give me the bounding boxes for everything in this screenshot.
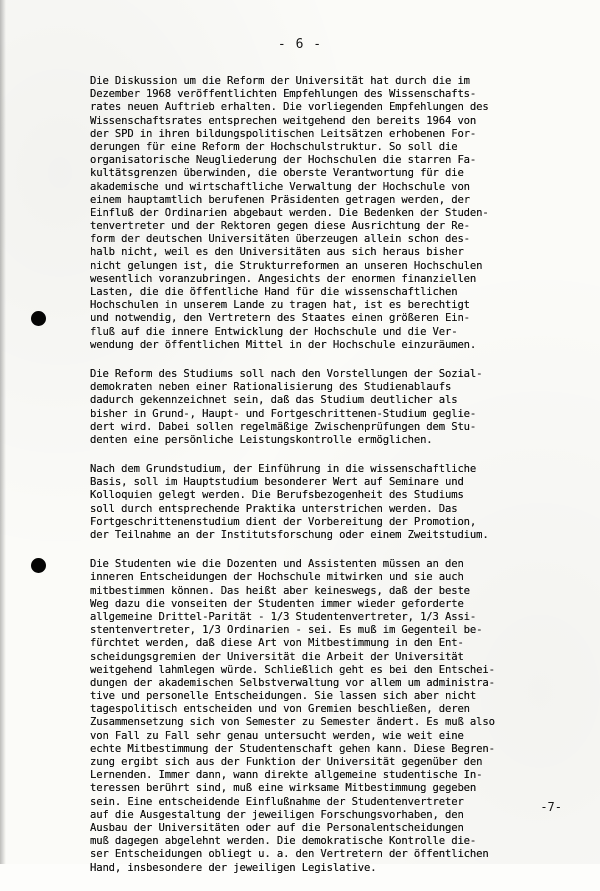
text-line: halb nicht, weil es den Universitäten aus sich heraus bisher [90,246,464,259]
text-line: Lernenden. Immer dann, wann direkte allgemeine studentische In- [90,769,483,782]
text-line: dert wird. Dabei sollen regelmäßige Zwischenprüfungen dem Stu- [90,420,477,433]
text-line: Basis, soll im Hauptstudium besonderer Wert auf Seminare und [90,476,464,489]
text-line: Wissenschaftsrates entsprechen weitgehend den bereits 1964 von [90,114,477,127]
text-line: wendung der öffentlichen Mittel in der Hochschule einzuräumen. [90,338,477,351]
punch-hole-top [31,311,46,326]
text-line: Dezember 1968 veröffentlichten Empfehlungen des Wissenschafts- [90,88,477,101]
paragraph [90,463,542,542]
text-line: Ausbau der Universitäten oder auf die Personalentscheidungen [90,821,464,834]
text-line: dungen der akademischen Selbstverwaltung vor allem um administra- [90,676,495,689]
text-line: Hochschulen in unserem Lande zu tragen hat, ist es berechtigt [90,299,470,312]
text-line: akademische und wirtschaftliche Verwaltung der Hochschule von [90,180,470,193]
text-line: soll durch entsprechende Praktika unterstrichen werden. Das [90,502,458,515]
text-line: rates neuen Auftrieb erhalten. Die vorliegenden Empfehlungen des [90,101,489,114]
text-line: dadurch gekennzeichnet sein, daß das Studium deutlicher als [90,394,458,407]
text-line: ser Entscheidungen obliegt u. a. den Vertretern der öffentlichen [90,848,489,861]
text-line: zung ergibt sich aus der Funktion der Universität gegenüber den [90,756,483,768]
text-line: Weg dazu die vonseiten der Studenten immer wieder geforderte [90,597,464,610]
text-line: echte Mitbestimmung der Studentenschaft gehen kann. Diese Begren- [90,742,495,755]
text-line: fluß auf die innere Entwicklung der Hochschule und die Ver- [90,325,458,338]
text-line: bisher in Grund-, Haupt- und Fortgeschrittenen-Studium geglie- [90,407,477,420]
scan-edge-shadow [0,0,6,864]
text-line: Lasten, die die öffentliche Hand für die wissenschaftlichen [90,286,458,298]
paragraph [90,368,542,447]
text-line: fürchtet werden, daß diese Art von Mitbestimmung in den Ent- [90,637,464,650]
body-text [90,75,542,891]
text-line: denten eine persönliche Leistungskontrolle ermöglichen. [90,433,433,446]
text-line: weitgehend lahmlegen würde. Schließlich geht es bei den Entschei- [90,663,495,676]
paragraph [90,75,542,352]
text-line: form der deutschen Universitäten überzeugen allein schon des- [90,233,470,246]
text-line: tive und personelle Entscheidungen. Sie lassen sich aber nicht [90,690,477,703]
page-number-top: - 6 - [277,37,323,52]
text-line: auf die Ausgestaltung der jeweiligen Forschungsvorhaben, den [90,808,464,821]
text-line: Nach dem Grundstudium, der Einführung in die wissenschaftliche [90,463,477,476]
text-line: derungen für eine Reform der Hochschulstruktur. So soll die [90,140,458,153]
text-line: Die Studenten wie die Dozenten und Assistenten müssen an den [90,558,464,571]
text-line: von Fall zu Fall sehr genau untersucht werden, wie weit eine [90,729,464,742]
text-line: und notwendig, den Vertretern des Staates einen größeren Ein- [90,312,470,325]
text-line: Die Reform des Studiums soll nach den Vorstellungen der Sozial- [90,367,483,380]
text-line: scheidungsgremien der Universität die Arbeit der Universität [90,650,464,663]
punch-hole-bottom [31,558,46,573]
text-line: inneren Entscheidungen der Hochschule mitwirken und sie auch [90,571,464,584]
text-line: Hand, insbesondere der jeweiligen Legislative. [90,861,377,874]
text-line: muß dagegen abgelehnt werden. Die demokratische Kontrolle die- [90,835,477,848]
text-line: wesentlich voranzubringen. Angesichts der enormen finanziellen [90,272,477,285]
text-line: Einfluß der Ordinarien abgebaut werden. Die Bedenken der Studen- [90,206,489,219]
text-line: nicht gelungen ist, die Strukturreformen an unseren Hochschulen [90,259,483,272]
text-line: der SPD in ihren bildungspolitischen Leitsätzen erhobenen For- [90,127,477,140]
text-line: Fortgeschrittenenstudium dient der Vorbereitung der Promotion, [90,515,477,528]
text-line: tenvertreter und der Rektoren gegen diese Ausrichtung der Re- [90,220,470,233]
next-page-number: -7- [540,800,562,814]
text-line: Die Diskussion um die Reform der Universität hat durch die im [90,75,470,87]
text-line: Kolloquien gelegt werden. Die Berufsbezogenheit des Studiums [90,489,464,502]
paragraph [90,558,542,875]
text-line: der Teilnahme an der Institutsforschung oder einem Zweitstudium. [90,529,489,541]
text-line: mitbestimmen können. Das heißt aber keineswegs, daß der beste [90,584,470,597]
text-line: Zusammensetzung sich von Semester zu Semester ändert. Es muß also [90,716,495,729]
text-line: stentenvertreter, 1/3 Ordinarien - sei. Es muß im Gegenteil be- [90,624,483,637]
text-line: teressen berührt sind, muß eine wirksame Mitbestimmung gegeben [90,782,477,795]
text-line: einem hauptamtlich berufenen Präsidenten getragen werden, der [90,193,470,206]
text-line: kultätsgrenzen überwinden, die oberste Verantwortung für die [90,167,464,180]
text-line: demokraten neben einer Rationalisierung des Studienablaufs [90,381,452,394]
text-line: organisatorische Neugliederung der Hochschulen die starren Fa- [90,154,477,167]
text-line: sein. Eine entscheidende Einflußnahme der Studentenvertreter [90,795,464,808]
text-line: tagespolitisch entscheiden und von Gremien beschließen, deren [90,703,470,716]
text-line: allgemeine Drittel-Parität - 1/3 Studentenvertreter, 1/3 Assi- [90,610,477,623]
